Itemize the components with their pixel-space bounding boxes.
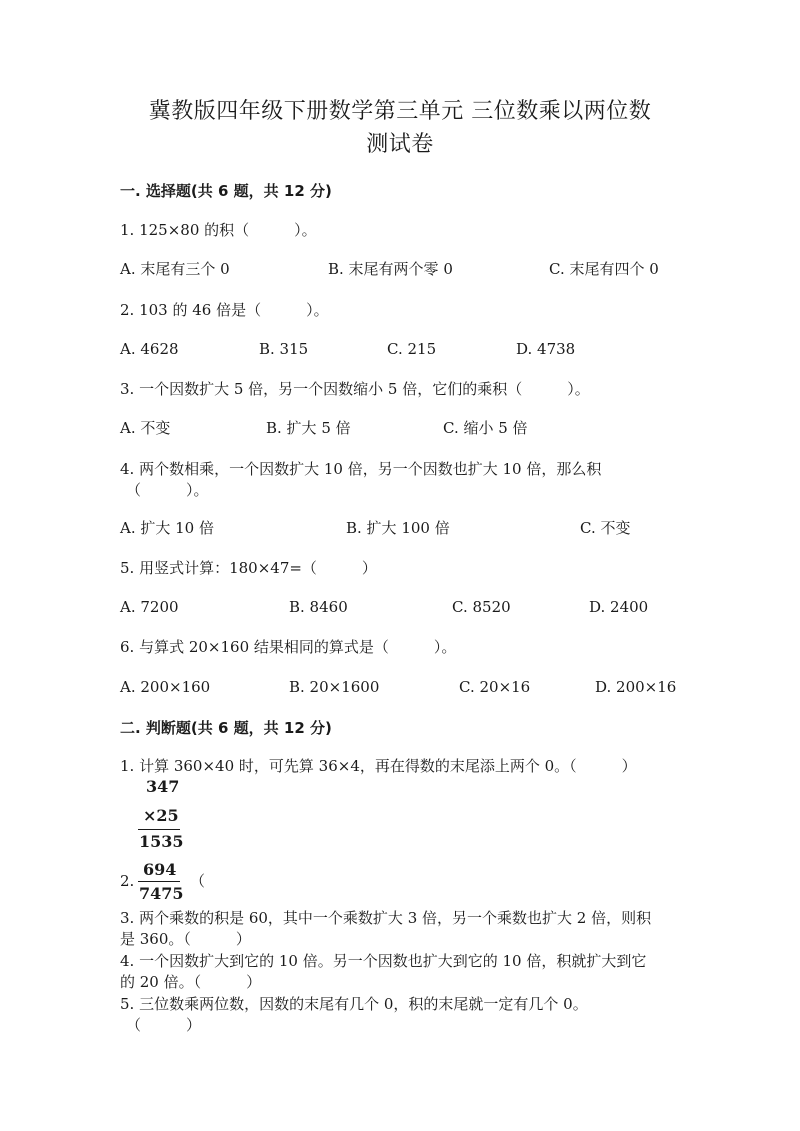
choice-option[interactable]: A. 不变 [120,419,171,437]
judge-question-5: 5. 三位数乘两位数，因数的末尾有几个 0，积的末尾就一定有几个 0。 [120,995,588,1013]
choice-question-6: 6. 与算式 20×160 结果相同的算式是（ ）。 [120,638,457,656]
choice-question-4: 4. 两个数相乘，一个因数扩大 10 倍，另一个因数也扩大 10 倍，那么积 [120,460,602,478]
page-title-line1: 冀教版四年级下册数学第三单元 三位数乘以两位数 [148,99,652,124]
choice-option[interactable]: B. 8460 [289,598,348,616]
calc-rule [138,829,180,830]
choice-option[interactable]: B. 扩大 5 倍 [266,419,351,437]
choice-option[interactable]: B. 扩大 100 倍 [346,519,450,537]
judge-question-3: 3. 两个乘数的积是 60，其中一个乘数扩大 3 倍，另一个乘数也扩大 2 倍，则积 [120,909,652,927]
choice-question-5: 5. 用竖式计算：180×47=（ ） [120,559,377,577]
choice-question-3: 3. 一个因数扩大 5 倍，另一个因数缩小 5 倍，它们的乘积（ ）。 [120,380,590,398]
judge-question-4-cont: 的 20 倍。（ ） [120,973,262,991]
choice-option[interactable]: A. 4628 [120,340,179,358]
choice-option[interactable]: A. 7200 [120,598,179,616]
choice-option[interactable]: D. 4738 [516,340,576,358]
choice-question-1: 1. 125×80 的积（ ）。 [120,221,317,239]
choice-option[interactable]: C. 缩小 5 倍 [443,419,528,437]
calc-2-result: 7475 [139,884,184,903]
choice-option[interactable]: A. 末尾有三个 0 [120,260,230,278]
choice-option[interactable]: D. 200×16 [595,678,677,696]
choice-option[interactable]: D. 2400 [589,598,649,616]
choice-question-2: 2. 103 的 46 倍是（ ）。 [120,301,329,319]
choice-option[interactable]: B. 末尾有两个零 0 [328,260,453,278]
choice-option[interactable]: B. 20×1600 [289,678,380,696]
judge-question-2-blank: （ [190,872,206,890]
choice-question-4-blank: （ ）。 [126,481,209,499]
choice-option[interactable]: A. 200×160 [120,678,211,696]
choice-option[interactable]: C. 8520 [452,598,511,616]
judge-question-5-blank: （ ） [126,1016,202,1034]
calc-2-rule [138,881,180,882]
choice-option[interactable]: C. 末尾有四个 0 [549,260,659,278]
page-title-line2: 测试卷 [366,132,434,157]
judge-question-2-number: 2. [120,872,135,890]
calc-multiplicand: 347 [146,777,180,796]
section-heading-judge: 二. 判断题(共 6 题，共 12 分) [120,719,332,737]
judge-question-3-cont: 是 360。（ ） [120,930,251,948]
choice-option[interactable]: A. 扩大 10 倍 [120,519,214,537]
section-heading-choice: 一. 选择题(共 6 题，共 12 分) [120,182,332,200]
calc-multiplier: ×25 [143,806,179,825]
judge-question-1: 1. 计算 360×40 时，可先算 36×4，再在得数的末尾添上两个 0。（ ） [120,757,637,775]
choice-option[interactable]: C. 不变 [580,519,631,537]
choice-option[interactable]: B. 315 [259,340,309,358]
calc-result: 1535 [139,832,184,851]
choice-option[interactable]: C. 20×16 [459,678,531,696]
judge-question-4: 4. 一个因数扩大到它的 10 倍。另一个因数也扩大到它的 10 倍，积就扩大到它 [120,952,647,970]
choice-option[interactable]: C. 215 [387,340,437,358]
calc-2-top: 694 [143,860,177,879]
